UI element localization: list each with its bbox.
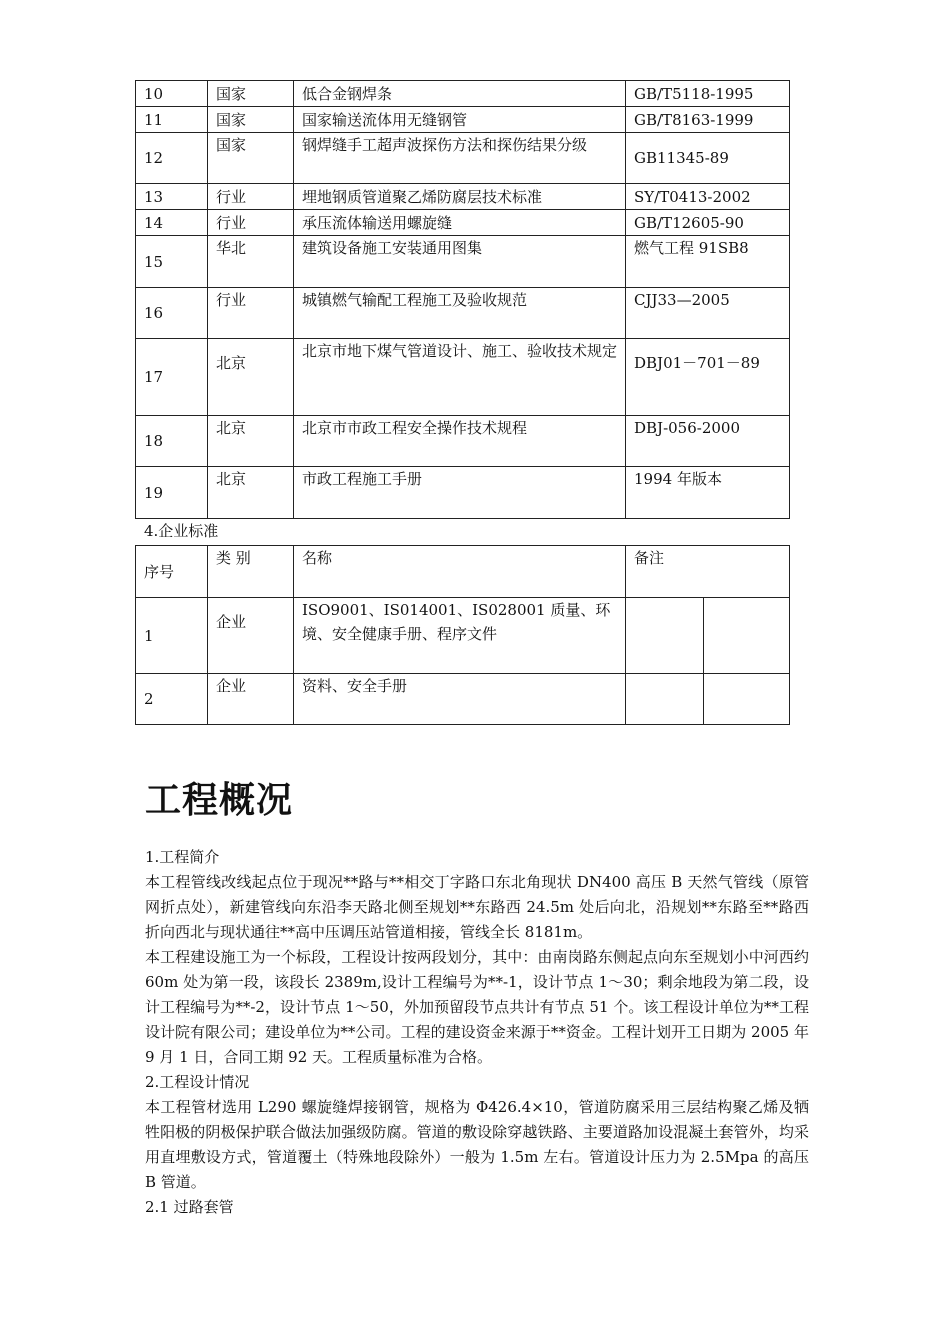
paragraph-design: 本工程管材选用 L290 螺旋缝焊接钢管，规格为 Φ426.4×10，管道防腐采用三层结构聚乙烯及牺牲阳极的阴极保护联合做法加强级防腐。管道的敷设除穿越铁路、主要道路加设混凝土套管外，均采用直埋敷设方式，管道覆土（特殊地段除外）一般为 1.5m 左右。管道设计压力为 2.5Mpa 的高压 B 管道。: [145, 1098, 809, 1191]
table-row: [136, 467, 790, 519]
row-name: 北京市地下煤气管道设计、施工、验收技术规定: [294, 339, 626, 416]
row-code: SY/T0413-2002: [626, 184, 790, 210]
row-level: 行业: [208, 184, 294, 210]
table-row: [136, 674, 790, 725]
header-name: 名称: [294, 546, 626, 598]
row-name: 低合金钢焊条: [294, 81, 626, 107]
row-level: 行业: [208, 288, 294, 339]
row-code: GB/T12605-90: [626, 210, 790, 236]
table-row: [136, 236, 790, 288]
row-level: 国家: [208, 133, 294, 184]
row-level: 北京: [208, 467, 294, 519]
row-number: 18: [136, 416, 208, 467]
row-name: 埋地钢质管道聚乙烯防腐层技术标准: [294, 184, 626, 210]
row-level: 国家: [208, 107, 294, 133]
table-row: [136, 339, 790, 416]
row-number: 17: [136, 339, 208, 416]
row-remark-a: [626, 598, 704, 674]
row-remark-a: [626, 674, 704, 725]
enterprise-standards-caption: 4.企业标准: [144, 522, 219, 540]
row-number: 2: [136, 674, 208, 725]
table-row: [136, 288, 790, 339]
row-code: GB/T8163-1999: [626, 107, 790, 133]
row-name: 国家输送流体用无缝钢管: [294, 107, 626, 133]
row-name: 资料、安全手册: [294, 674, 626, 725]
table-row: [136, 184, 790, 210]
row-name: 城镇燃气输配工程施工及验收规范: [294, 288, 626, 339]
subheading-intro: 1.工程简介: [145, 848, 220, 866]
row-level: 北京: [208, 416, 294, 467]
table-row: [136, 81, 790, 107]
row-code: DBJ-056-2000: [626, 416, 790, 467]
row-level: 华北: [208, 236, 294, 288]
row-number: 15: [136, 236, 208, 288]
row-number: 10: [136, 81, 208, 107]
subheading-casing: 2.1 过路套管: [145, 1198, 234, 1216]
row-name: ISO9001、IS014001、IS028001 质量、环境、安全健康手册、程序文件: [294, 598, 626, 674]
row-code: 燃气工程 91SB8: [626, 236, 790, 288]
row-code: DBJ01－701－89: [626, 339, 790, 416]
table-row: [136, 107, 790, 133]
table-row: [136, 416, 790, 467]
row-number: 1: [136, 598, 208, 674]
section-body: [145, 845, 809, 1220]
row-category: 企业: [208, 598, 294, 674]
row-remark-b: [704, 674, 790, 725]
row-category: 企业: [208, 674, 294, 725]
row-name: 市政工程施工手册: [294, 467, 626, 519]
row-level: 行业: [208, 210, 294, 236]
row-code: 1994 年版本: [626, 467, 790, 519]
row-number: 11: [136, 107, 208, 133]
enterprise-standards-table: [135, 545, 790, 725]
paragraph-intro: 本工程管线改线起点位于现况**路与**相交丁字路口东北角现状 DN400 高压 B 天然气管线（原管网折点处），新建管线向东沿李天路北侧至规划**东路西 24.5m 处后向北，沿规划**东路至**路西折向西北与现状通往**高中压调压站管道相接，管线全长 8181m。: [145, 873, 809, 941]
row-level: 国家: [208, 81, 294, 107]
header-category: 类 别: [208, 546, 294, 598]
row-name: 北京市市政工程安全操作技术规程: [294, 416, 626, 467]
row-name: 承压流体输送用螺旋缝: [294, 210, 626, 236]
row-remark-b: [704, 598, 790, 674]
header-no: 序号: [136, 546, 208, 598]
row-code: GB11345-89: [626, 133, 790, 184]
row-number: 16: [136, 288, 208, 339]
table-row: [136, 598, 790, 674]
row-name: 钢焊缝手工超声波探伤方法和探伤结果分级: [294, 133, 626, 184]
row-name: 建筑设备施工安装通用图集: [294, 236, 626, 288]
subheading-design: 2.工程设计情况: [145, 1073, 250, 1091]
table-row: [136, 133, 790, 184]
header-remark: 备注: [626, 546, 790, 598]
row-number: 19: [136, 467, 208, 519]
row-number: 14: [136, 210, 208, 236]
row-number: 12: [136, 133, 208, 184]
section-title: 工程概况: [145, 780, 294, 821]
row-code: CJJ33—2005: [626, 288, 790, 339]
table-row: [136, 210, 790, 236]
table-header-row: [136, 546, 790, 598]
row-code: GB/T5118-1995: [626, 81, 790, 107]
paragraph-construction: 本工程建设施工为一个标段，工程设计按两段划分，其中：由南岗路东侧起点向东至规划小中河西约 60m 处为第一段，该段长 2389m,设计工程编号为**-1，设计节点 1～30；剩余地段为第二段，设计工程编号为**-2，设计节点 1～50，外加预留段节点共计有节点 51 个。该工程设计单位为**工程设计院有限公司；建设单位为**公司。工程的建设资金来源于**资金。工程计划开工日期为 2005 年 9 月 1 日，合同工期 92 天。工程质量标准为合格。: [145, 948, 809, 1066]
standards-table: [135, 80, 790, 519]
row-number: 13: [136, 184, 208, 210]
row-level: 北京: [208, 339, 294, 416]
